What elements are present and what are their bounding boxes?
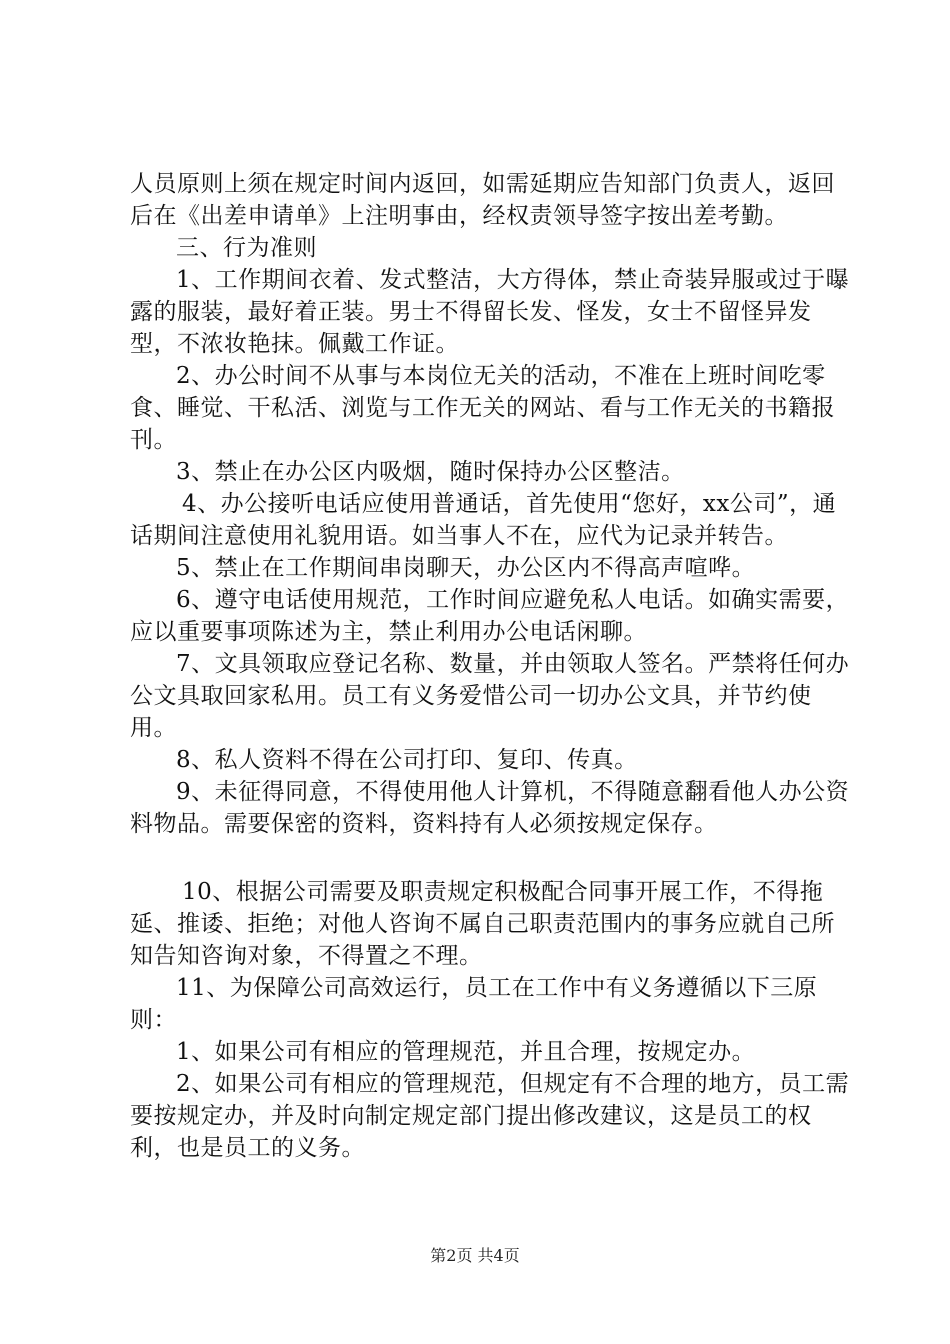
paragraph-rule-10: 10、根据公司需要及职责规定积极配合同事开展工作，不得拖延、推诿、拒绝；对他人咨询不属自己职责范围内的事务应就自己所知告知咨询对象，不得置之不理。 bbox=[130, 879, 835, 969]
paragraph-rule-1: 1、工作期间衣着、发式整洁，大方得体，禁止奇装异服或过于曝露的服装，最好着正装。男士不得留长发、怪发，女士不留怪异发型，不浓妆艳抹。佩戴工作证。 bbox=[130, 267, 850, 357]
paragraph-rule-3: 3、禁止在办公区内吸烟，随时保持办公区整洁。 bbox=[176, 459, 685, 485]
page-number-footer: 第2页 共4页 bbox=[430, 1246, 520, 1265]
section-heading-conduct: 三、行为准则 bbox=[176, 235, 317, 261]
paragraph-rule-9: 9、未征得同意，不得使用他人计算机，不得随意翻看他人办公资料物品。需要保密的资料，资料持有人必须按规定保存。 bbox=[130, 779, 850, 837]
paragraph-rule-5: 5、禁止在工作期间串岗聊天，办公区内不得高声喧哗。 bbox=[176, 555, 756, 581]
paragraph-principle-2: 2、如果公司有相应的管理规范，但规定有不合理的地方，员工需要按规定办，并及时向制定规定部门提出修改建议，这是员工的权利，也是员工的义务。 bbox=[130, 1071, 850, 1161]
paragraph-rule-6: 6、遵守电话使用规范，工作时间应避免私人电话。如确实需要，应以重要事项陈述为主，禁止利用办公电话闲聊。 bbox=[130, 587, 850, 645]
paragraph-principle-1: 1、如果公司有相应的管理规范，并且合理，按规定办。 bbox=[176, 1039, 756, 1065]
paragraph-rule-7: 7、文具领取应登记名称、数量，并由领取人签名。严禁将任何办公文具取回家私用。员工有义务爱惜公司一切办公文具，并节约使用。 bbox=[130, 651, 850, 741]
paragraph-rule-8: 8、私人资料不得在公司打印、复印、传真。 bbox=[176, 747, 638, 773]
paragraph-travel-return: 人员原则上须在规定时间内返回，如需延期应告知部门负责人，返回后在《出差申请单》上注明事由，经权责领导签字按出差考勤。 bbox=[130, 171, 835, 229]
paragraph-rule-2: 2、办公时间不从事与本岗位无关的活动，不准在上班时间吃零食、睡觉、干私活、浏览与工作无关的网站、看与工作无关的书籍报刊。 bbox=[130, 363, 835, 453]
document-body bbox=[130, 168, 850, 1164]
paragraph-gap bbox=[130, 840, 850, 876]
paragraph-rule-4: 4、办公接听电话应使用普通话，首先使用“您好，xx公司”，通话期间注意使用礼貌用语。如当事人不在，应代为记录并转告。 bbox=[130, 491, 837, 549]
paragraph-rule-11: 11、为保障公司高效运行，员工在工作中有义务遵循以下三原则： bbox=[130, 975, 818, 1033]
